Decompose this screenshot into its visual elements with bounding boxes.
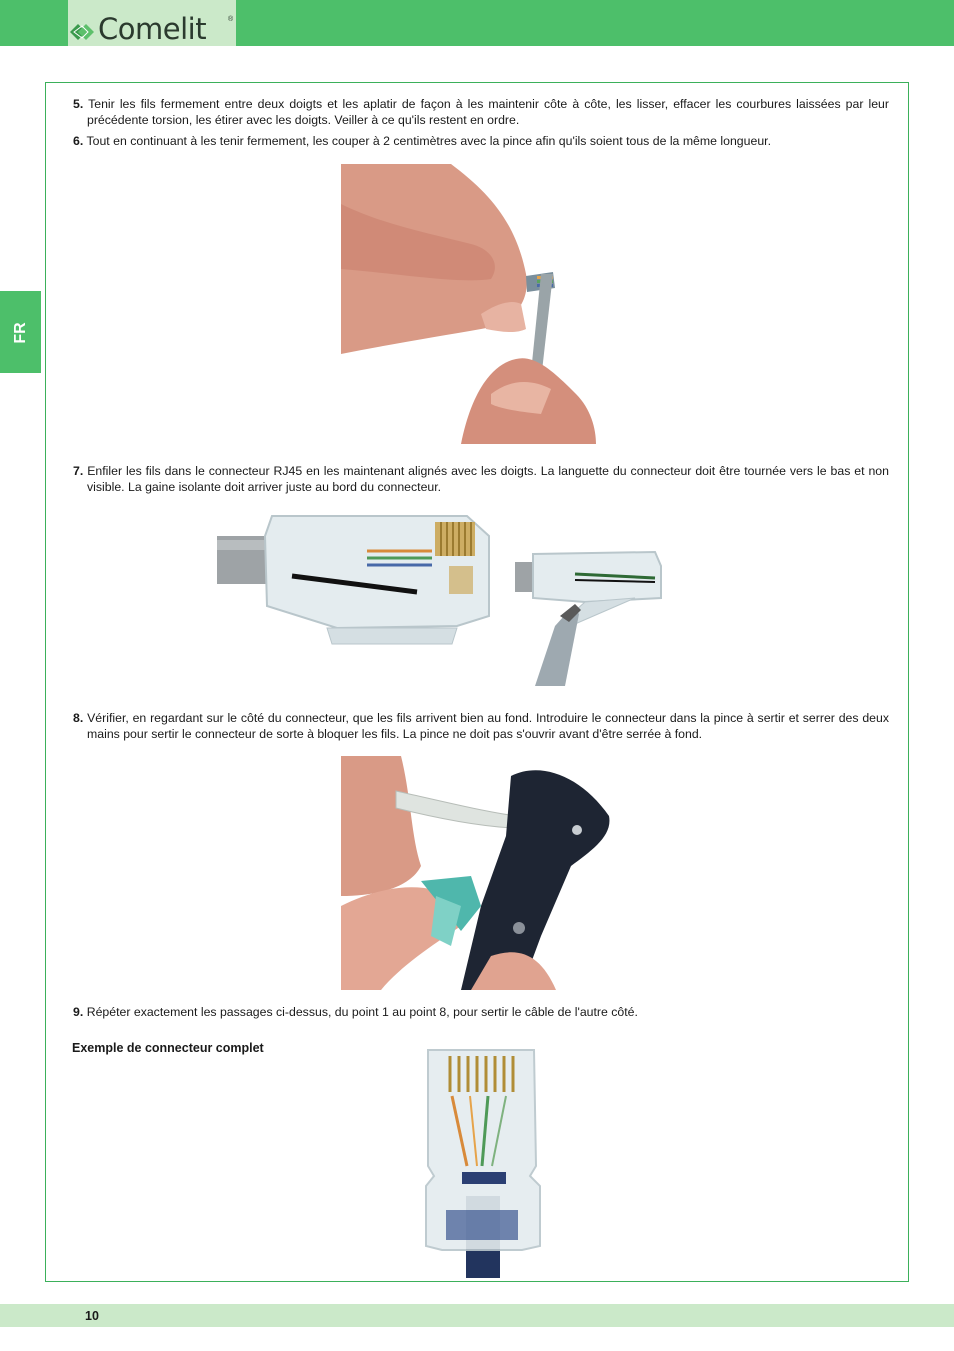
step-8 bbox=[73, 711, 889, 742]
step-9 bbox=[73, 1005, 889, 1021]
step-7 bbox=[73, 464, 889, 495]
photo-connector-side-view bbox=[515, 506, 663, 686]
step-text: Tenir les fils fermement entre deux doigts et les aplatir de façon à les maintenir côte à côte, les lisser, effacer les courbures laissées par leur précédente torsion, les étirer avec les doigts. Veiller à ce qu'ils restent en ordre. bbox=[87, 97, 889, 127]
photo-completed-connector bbox=[422, 1046, 542, 1278]
language-tab-label: FR bbox=[12, 322, 29, 344]
page-number: 10 bbox=[85, 1309, 99, 1323]
language-tab[interactable] bbox=[0, 291, 41, 373]
step-number: 8. bbox=[73, 711, 84, 725]
step-number: 7. bbox=[73, 464, 84, 478]
step-5 bbox=[73, 97, 889, 128]
step-text: Vérifier, en regardant sur le côté du connecteur, que les fils arrivent bien au fond. Introduire le connecteur dans la pince à sertir et serrer des deux mains pour sertir le connecteur de sorte à bloquer les fils. La pince ne doit pas s'ouvrir avant d'être serrée à fond. bbox=[87, 711, 889, 741]
brand-name: Comelit bbox=[98, 12, 207, 46]
photo-hand-holding-wires bbox=[341, 164, 596, 444]
registered-mark: ® bbox=[228, 16, 234, 23]
step-6 bbox=[73, 134, 889, 150]
step-text: Répéter exactement les passages ci-dessus, du point 1 au point 8, pour sertir le câble de l'autre côté. bbox=[86, 1005, 638, 1019]
brand-logo bbox=[68, 0, 236, 46]
comelit-logo-icon bbox=[70, 20, 100, 44]
photo-rj45-wires-inserted bbox=[217, 506, 492, 646]
step-text: Tout en continuant à les tenir fermement, les couper à 2 centimètres avec la pince afin qu'ils soient tous de la même longueur. bbox=[86, 134, 771, 148]
step-number: 5. bbox=[73, 97, 84, 111]
footer-bar bbox=[0, 1304, 954, 1327]
step-text: Enfiler les fils dans le connecteur RJ45 en les maintenant alignés avec les doigts. La languette du connecteur doit être tournée vers le bas et non visible. La gaine isolante doit arriver juste au bord du connecteur. bbox=[87, 464, 889, 494]
photo-crimping-tool bbox=[341, 756, 613, 990]
step-number: 6. bbox=[73, 134, 84, 148]
example-caption: Exemple de connecteur complet bbox=[72, 1041, 264, 1055]
step-number: 9. bbox=[73, 1005, 84, 1019]
